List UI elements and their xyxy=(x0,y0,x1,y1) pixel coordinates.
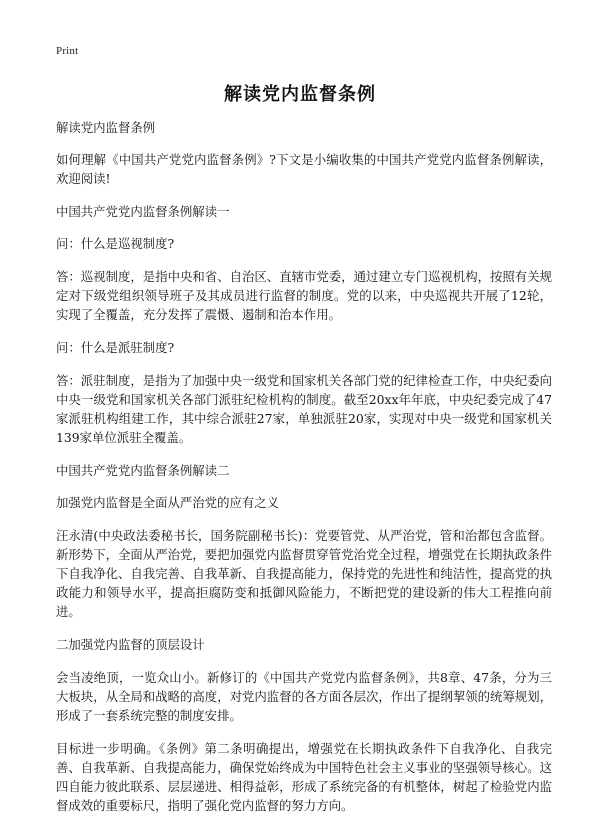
question-stationing: 问：什么是派驻制度? xyxy=(56,340,175,355)
paragraph-goals: 目标进一步明确。《条例》第二条明确提出，增强党在长期执政条件下自我净化、自我完善、自我革新、自我提高能力，确保党始终成为中国特色社会主义事业的坚强领导核心。这四自能力彼此联系、层层递进、相得益彰，形成了系统完备的有机整体，树起了检验党内监督成效的重要标尺，指明了强化党内监督的努力方向。 xyxy=(56,741,552,813)
document-body xyxy=(56,118,552,829)
question-inspection: 问：什么是巡视制度? xyxy=(56,236,175,251)
subheading-top-design: 二加强党内监督的顶层设计 xyxy=(56,637,205,652)
subtitle-paragraph: 解读党内监督条例 xyxy=(56,120,156,135)
print-label: Print xyxy=(56,45,79,57)
answer-stationing: 答：派驻制度，是指为了加强中央一级党和国家机关各部门党的纪律检查工作，中央纪委向中央一级党和国家机关各部门派驻纪检机构的制度。截至20xx年年底，中央纪委完成了47家派驻机构组建工作，其中综合派驻27家，单独派驻20家，实现对中央一级党和国家机关139家单位派驻全覆盖。 xyxy=(56,373,552,445)
intro-paragraph: 如何理解《中国共产党党内监督条例》?下文是小编收集的中国共产党党内监督条例解读，欢迎阅读! xyxy=(56,152,552,186)
section-heading-2: 中国共产党党内监督条例解读二 xyxy=(56,463,230,478)
section-heading-1: 中国共产党党内监督条例解读一 xyxy=(56,204,230,219)
answer-inspection: 答：巡视制度，是指中央和省、自治区、直辖市党委，通过建立专门巡视机构，按照有关规定对下级党组织领导班子及其成员进行监督的制度。党的以来，中央巡视共开展了12轮，实现了全覆盖，充分发挥了震慑、遏制和治本作用。 xyxy=(56,269,552,322)
paragraph-regulation-structure: 会当凌绝顶，一览众山小。新修订的《中国共产党党内监督条例》，共8章、47条，分为三大板块，从全局和战略的高度，对党内监督的各方面各层次，作出了提纲挈领的统筹规划，形成了一套系统完整的制度安排。 xyxy=(56,670,552,723)
page-title: 解读党内监督条例 xyxy=(224,84,376,105)
subheading-strengthen: 加强党内监督是全面从严治党的应有之义 xyxy=(56,495,280,510)
paragraph-wang-yongqing: 汪永清(中央政法委秘书长，国务院副秘书长)：党要管党、从严治党，管和治都包含监督。新形势下，全面从严治党，要把加强党内监督贯穿管党治党全过程，增强党在长期执政条件下自我净化、自我完善、自我革新、自我提高能力，保持党的先进性和纯洁性，提高党的执政能力和领导水平，提高拒腐防变和抵御风险能力，不断把党的建设新的伟大工程推向前进。 xyxy=(56,528,552,619)
